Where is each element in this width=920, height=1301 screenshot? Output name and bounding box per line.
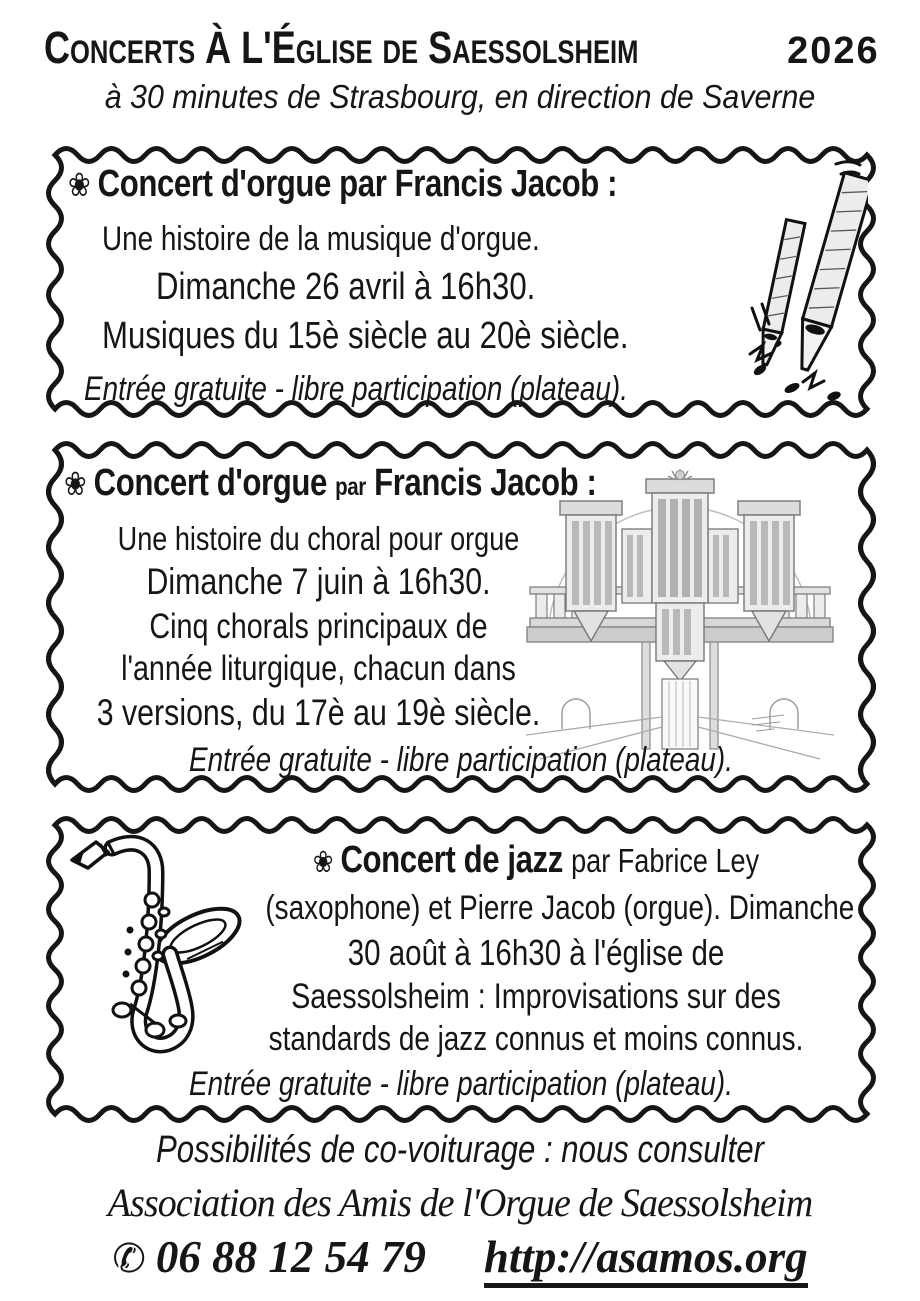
event-entry-note: Entrée gratuite - libre participation (plateau).	[84, 369, 628, 408]
florette-icon: ❀	[64, 464, 87, 503]
event-artist: Francis Jacob :	[374, 462, 597, 504]
website-link[interactable]: http://asamos.org	[484, 1233, 808, 1289]
event-date-line: Dimanche 26 avril à 16h30.	[156, 266, 536, 309]
florette-icon: ❀	[312, 845, 334, 880]
event-line: 3 versions, du 17è au 19è siècle.	[96, 691, 541, 733]
event-content	[46, 463, 876, 780]
event-title: Concert d'orgue	[93, 462, 327, 504]
event-content	[46, 816, 876, 1103]
event-heading	[68, 164, 731, 206]
event-line: standards de jazz connus et moins connus.	[268, 1020, 804, 1059]
event-title: Concert d'orgue	[97, 163, 331, 205]
event-heading	[64, 463, 730, 505]
event-title-par: par Fabrice Ley	[571, 842, 760, 879]
event-content	[46, 164, 876, 408]
phone-icon: ✆	[112, 1235, 146, 1282]
event-line: Une histoire du choral pour orgue	[117, 519, 520, 557]
event-text-column	[206, 816, 866, 1059]
phone-digits: 06 88 12 54 79	[155, 1231, 426, 1282]
event-box-organ-april	[46, 146, 876, 418]
poster-header	[44, 22, 880, 74]
event-line: Musiques du 15è siècle au 20è siècle.	[102, 314, 629, 357]
poster-year: 2026	[787, 30, 880, 72]
event-title: Concert de jazz	[340, 839, 563, 881]
association-name: Association des Amis de l'Orgue de Saessolsheim	[107, 1179, 813, 1225]
poster-footer	[0, 1130, 920, 1288]
carpool-note: Possibilités de co-voiturage : nous consulter	[156, 1129, 764, 1171]
poster-subtitle: à 30 minutes de Strasbourg, en direction de Saverne	[104, 78, 816, 115]
event-line: Cinq chorals principaux de	[149, 606, 488, 646]
event-line: (saxophone) et Pierre Jacob (orgue). Dimanche	[265, 888, 855, 927]
event-date-line: 30 août à 16h30 à l'église de	[347, 932, 725, 974]
event-title-par: par	[339, 163, 387, 205]
event-box-jazz-august	[46, 816, 876, 1123]
event-entry-note: Entrée gratuite - libre participation (plateau).	[189, 1064, 733, 1103]
event-date-line: Dimanche 7 juin à 16h30.	[146, 561, 491, 603]
event-line: Une histoire de la musique d'orgue.	[102, 219, 540, 258]
event-box-organ-june	[46, 441, 876, 793]
event-text-column	[46, 521, 591, 734]
event-line: l'année liturgique, chacun dans	[121, 649, 516, 689]
event-entry-note: Entrée gratuite - libre participation (plateau).	[189, 741, 733, 780]
event-title-par: par	[335, 473, 366, 501]
poster-title: Concerts À L'Église de Saessolsheim	[44, 22, 639, 73]
event-line: Saessolsheim : Improvisations sur des	[291, 976, 781, 1016]
florette-icon: ❀	[68, 165, 91, 204]
contact-row	[0, 1233, 920, 1289]
phone-number	[112, 1233, 426, 1283]
event-heading	[265, 840, 806, 882]
event-artist: Francis Jacob :	[394, 163, 618, 205]
